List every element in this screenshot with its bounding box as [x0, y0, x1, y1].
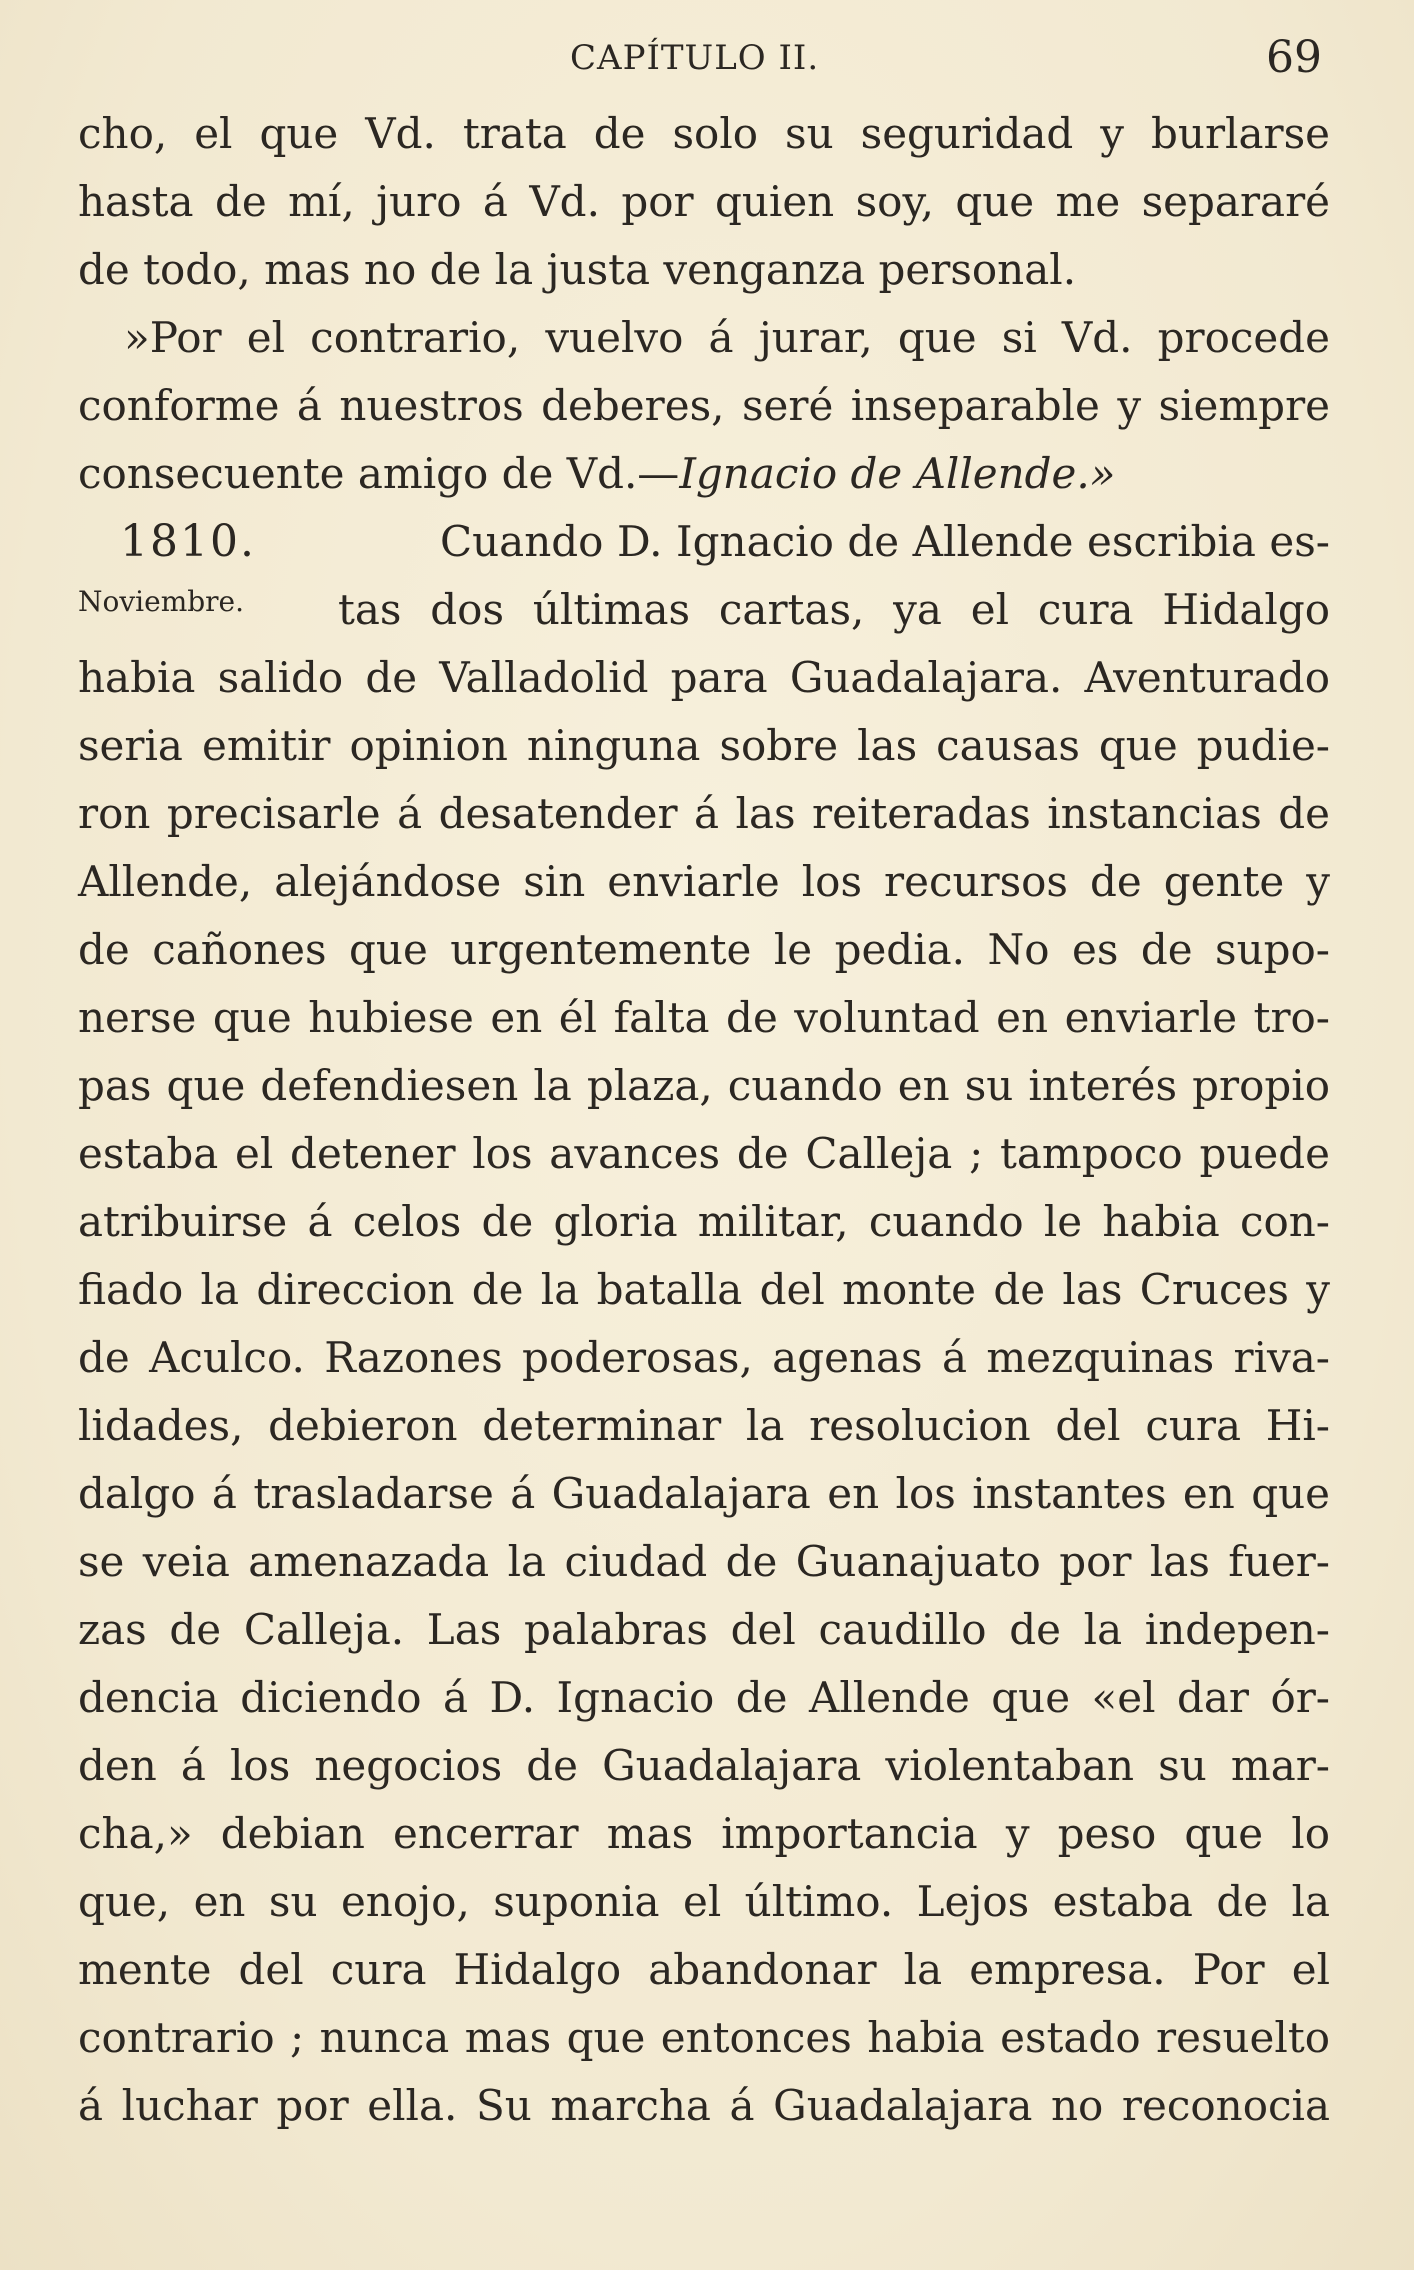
margin-year: 1810. — [120, 516, 256, 567]
letter-closing: consecuente amigo de Vd.— — [78, 449, 680, 498]
text-line-with-margin-month — [78, 576, 1330, 644]
text-line: estaba el detener los avances de Calleja ; tampoco puede — [78, 1129, 1330, 1178]
text-line: zas de Calleja. Las palabras del caudillo de la indepen- — [78, 1605, 1330, 1654]
signature-name: Ignacio de Allende.» — [679, 449, 1116, 498]
text-line: Cuando D. Ignacio de Allende escribia es- — [440, 517, 1330, 566]
text-line: »Por el contrario, vuelvo á jurar, que si Vd. procede — [124, 313, 1330, 362]
text-line: pas que defendiesen la plaza, cuando en su interés propio — [78, 1061, 1330, 1110]
text-line: dencia diciendo á D. Ignacio de Allende que «el dar ór- — [78, 1673, 1330, 1722]
text-line: tas dos últimas cartas, ya el cura Hidalgo — [338, 585, 1330, 634]
text-line: de todo, mas no de la justa venganza personal. — [78, 245, 1077, 294]
text-line: contrario ; nunca mas que entonces habia estado resuelto — [78, 2013, 1330, 2062]
text-line: dalgo á trasladarse á Guadalajara en los instantes en que — [78, 1469, 1330, 1518]
text-line: habia salido de Valladolid para Guadalajara. Aventurado — [78, 653, 1330, 702]
text-line — [78, 440, 1330, 508]
text-line: atribuirse á celos de gloria militar, cuando le habia con- — [78, 1197, 1330, 1246]
body-text — [78, 100, 1330, 2140]
text-line: que, en su enojo, suponia el último. Lejos estaba de la — [78, 1877, 1330, 1926]
text-line: mente del cura Hidalgo abandonar la empresa. Por el — [78, 1945, 1330, 1994]
text-line: cha,» debian encerrar mas importancia y peso que lo — [78, 1809, 1330, 1858]
text-line: seria emitir opinion ninguna sobre las causas que pudie- — [78, 721, 1330, 770]
text-line: de cañones que urgentemente le pedia. No es de supo- — [78, 925, 1330, 974]
text-line: lidades, debieron determinar la resolucion del cura Hi- — [78, 1401, 1330, 1450]
text-line: de Aculco. Razones poderosas, agenas á mezquinas riva- — [78, 1333, 1330, 1382]
text-line: se veia amenazada la ciudad de Guanajuato por las fuer- — [78, 1537, 1330, 1586]
text-line: ron precisarle á desatender á las reiteradas instancias de — [78, 789, 1330, 838]
text-line: fiado la direccion de la batalla del monte de las Cruces y — [78, 1265, 1330, 1314]
margin-month: Noviembre. — [78, 585, 245, 618]
text-line: conforme á nuestros deberes, seré inseparable y siempre — [78, 381, 1330, 430]
text-line: nerse que hubiese en él falta de voluntad en enviarle tro- — [78, 993, 1330, 1042]
text-line: hasta de mí, juro á Vd. por quien soy, que me separaré — [78, 177, 1330, 226]
text-line: á luchar por ella. Su marcha á Guadalajara no reconocia — [78, 2081, 1330, 2130]
text-line: cho, el que Vd. trata de solo su seguridad y burlarse — [78, 109, 1330, 158]
running-head: CAPÍTULO II. — [570, 38, 820, 78]
text-line: Allende, alejándose sin enviarle los recursos de gente y — [78, 857, 1330, 906]
text-line-with-margin-year — [78, 508, 1330, 576]
text-line: den á los negocios de Guadalajara violentaban su mar- — [78, 1741, 1330, 1790]
page-number: 69 — [1266, 32, 1322, 83]
